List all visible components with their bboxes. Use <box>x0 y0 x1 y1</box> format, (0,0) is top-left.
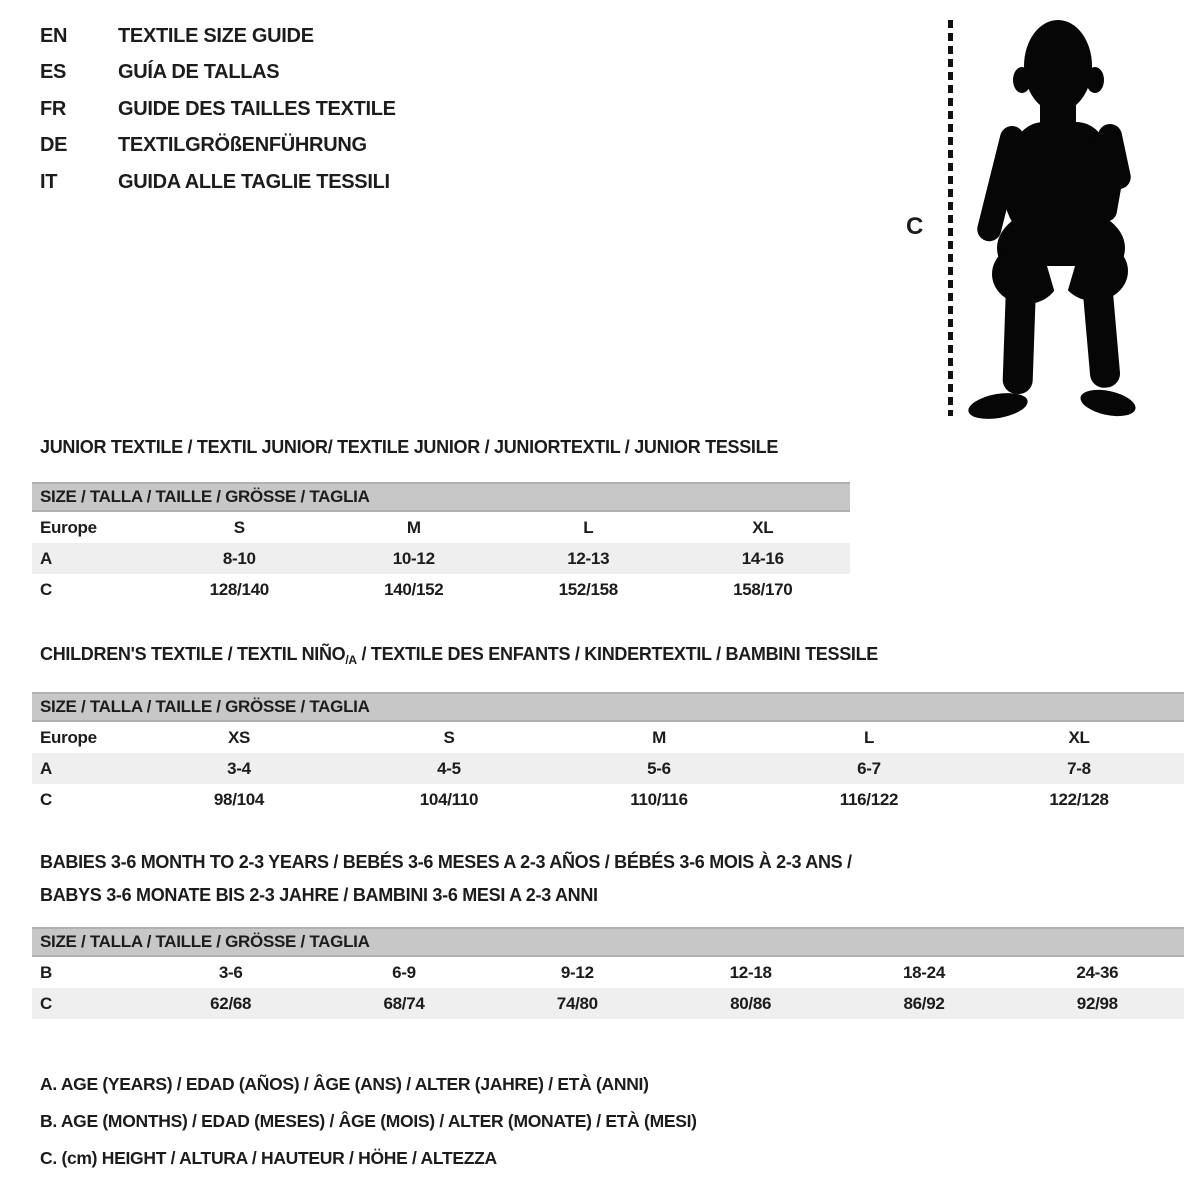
language-row-es <box>40 55 396 92</box>
size-cell: S <box>443 727 455 747</box>
size-cell: XS <box>227 727 251 747</box>
size-cell: M <box>652 727 666 747</box>
age-cell: 8-10 <box>222 548 256 568</box>
children-section-title <box>40 644 878 667</box>
language-row-de <box>40 128 396 165</box>
table-row-age <box>32 753 1184 784</box>
language-title: TEXTILE SIZE GUIDE <box>118 24 314 47</box>
size-cell: M <box>406 517 421 537</box>
children-title-text: CHILDREN'S TEXTILE / TEXTIL NIÑO <box>40 644 346 664</box>
size-cell: L <box>863 727 875 747</box>
legend-line-b: B. AGE (MONTHS) / EDAD (MESES) / ÂGE (MOIS) / ALTER (MONATE) / ETÀ (MESI) <box>40 1111 697 1131</box>
language-code: DE <box>40 134 68 157</box>
height-cell: 128/140 <box>209 579 269 599</box>
height-cell: 140/152 <box>384 579 444 599</box>
table-row-height <box>32 574 850 605</box>
height-cell: 68/74 <box>383 993 425 1013</box>
age-cell: 12-13 <box>567 548 610 568</box>
row-label: A <box>40 548 52 568</box>
row-label: C <box>40 993 52 1013</box>
size-cell: XL <box>752 517 774 537</box>
months-cell: 9-12 <box>560 962 594 982</box>
row-label: C <box>40 789 52 809</box>
language-row-en <box>40 18 396 55</box>
size-cell: XL <box>1068 727 1090 747</box>
row-label: C <box>40 579 52 599</box>
size-cell: L <box>583 517 594 537</box>
babies-section-title <box>40 846 852 912</box>
months-cell: 3-6 <box>218 962 243 982</box>
row-label: Europe <box>40 517 97 537</box>
language-title: GUÍA DE TALLAS <box>118 61 280 84</box>
height-measure-label: C <box>906 213 924 240</box>
height-cell: 80/86 <box>730 993 772 1013</box>
table-row-europe <box>32 512 850 543</box>
toddler-silhouette-image <box>962 16 1140 420</box>
height-cell: 62/68 <box>210 993 252 1013</box>
measurement-legend <box>40 1066 697 1177</box>
language-code: IT <box>40 170 58 193</box>
language-title: TEXTILGRÖßENFÜHRUNG <box>118 134 367 157</box>
row-label: B <box>40 962 52 982</box>
children-title-text: / TEXTILE DES ENFANTS / KINDERTEXTIL / BAMBINI TESSILE <box>356 644 878 664</box>
age-cell: 10-12 <box>392 548 435 568</box>
height-cell: 122/128 <box>1049 789 1109 809</box>
language-title: GUIDE DES TAILLES TEXTILE <box>118 97 396 120</box>
height-cell: 92/98 <box>1076 993 1118 1013</box>
row-label: Europe <box>40 727 97 747</box>
months-cell: 6-9 <box>392 962 416 982</box>
language-title: GUIDA ALLE TAGLIE TESSILI <box>118 170 390 193</box>
size-table-header: SIZE / TALLA / TAILLE / GRÖSSE / TAGLIA <box>32 482 850 512</box>
table-row-europe <box>32 722 1184 753</box>
height-measure-dashed-line <box>948 20 953 416</box>
age-cell: 7-8 <box>1067 758 1091 778</box>
size-table-header: SIZE / TALLA / TAILLE / GRÖSSE / TAGLIA <box>32 927 1184 957</box>
height-cell: 158/170 <box>733 579 793 599</box>
legend-line-c: C. (cm) HEIGHT / ALTURA / HAUTEUR / HÖHE / ALTEZZA <box>40 1148 497 1168</box>
language-row-fr <box>40 91 396 128</box>
language-code: EN <box>40 24 68 47</box>
height-cell: 110/116 <box>630 789 688 809</box>
height-cell: 74/80 <box>556 993 598 1013</box>
language-code: FR <box>40 97 67 120</box>
age-cell: 4-5 <box>437 758 461 778</box>
age-cell: 3-4 <box>227 758 251 778</box>
size-cell: S <box>233 517 245 537</box>
babies-title-line1: BABIES 3-6 MONTH TO 2-3 YEARS / BEBÉS 3-6 MESES A 2-3 AÑOS / BÉBÉS 3-6 MOIS À 2-3 ANS / <box>40 852 852 872</box>
table-row-age <box>32 543 850 574</box>
height-cell: 86/92 <box>903 993 945 1013</box>
babies-size-table <box>32 927 1184 1019</box>
babies-title-line2: BABYS 3-6 MONATE BIS 2-3 JAHRE / BAMBINI 3-6 MESI A 2-3 ANNI <box>40 885 598 905</box>
table-row-months <box>32 957 1184 988</box>
language-row-it <box>40 164 396 201</box>
height-cell: 104/110 <box>419 789 479 809</box>
children-title-subscript: /A <box>345 653 357 667</box>
legend-line-a: A. AGE (YEARS) / EDAD (AÑOS) / ÂGE (ANS) / ALTER (JAHRE) / ETÀ (ANNI) <box>40 1074 649 1094</box>
months-cell: 18-24 <box>903 962 945 982</box>
age-cell: 14-16 <box>741 548 784 568</box>
months-cell: 12-18 <box>729 962 772 982</box>
height-cell: 152/158 <box>558 579 618 599</box>
table-row-height <box>32 784 1184 815</box>
language-title-list <box>40 18 396 201</box>
months-cell: 24-36 <box>1076 962 1119 982</box>
row-label: A <box>40 758 52 778</box>
age-cell: 5-6 <box>647 758 671 778</box>
height-cell: 98/104 <box>213 789 265 809</box>
junior-size-table <box>32 482 850 605</box>
children-size-table <box>32 692 1184 815</box>
height-cell: 116/122 <box>839 789 899 809</box>
language-code: ES <box>40 61 67 84</box>
junior-section-title: JUNIOR TEXTILE / TEXTIL JUNIOR/ TEXTILE JUNIOR / JUNIORTEXTIL / JUNIOR TESSILE <box>40 437 779 457</box>
size-table-header: SIZE / TALLA / TAILLE / GRÖSSE / TAGLIA <box>32 692 1184 722</box>
table-row-height <box>32 988 1184 1019</box>
age-cell: 6-7 <box>857 758 881 778</box>
